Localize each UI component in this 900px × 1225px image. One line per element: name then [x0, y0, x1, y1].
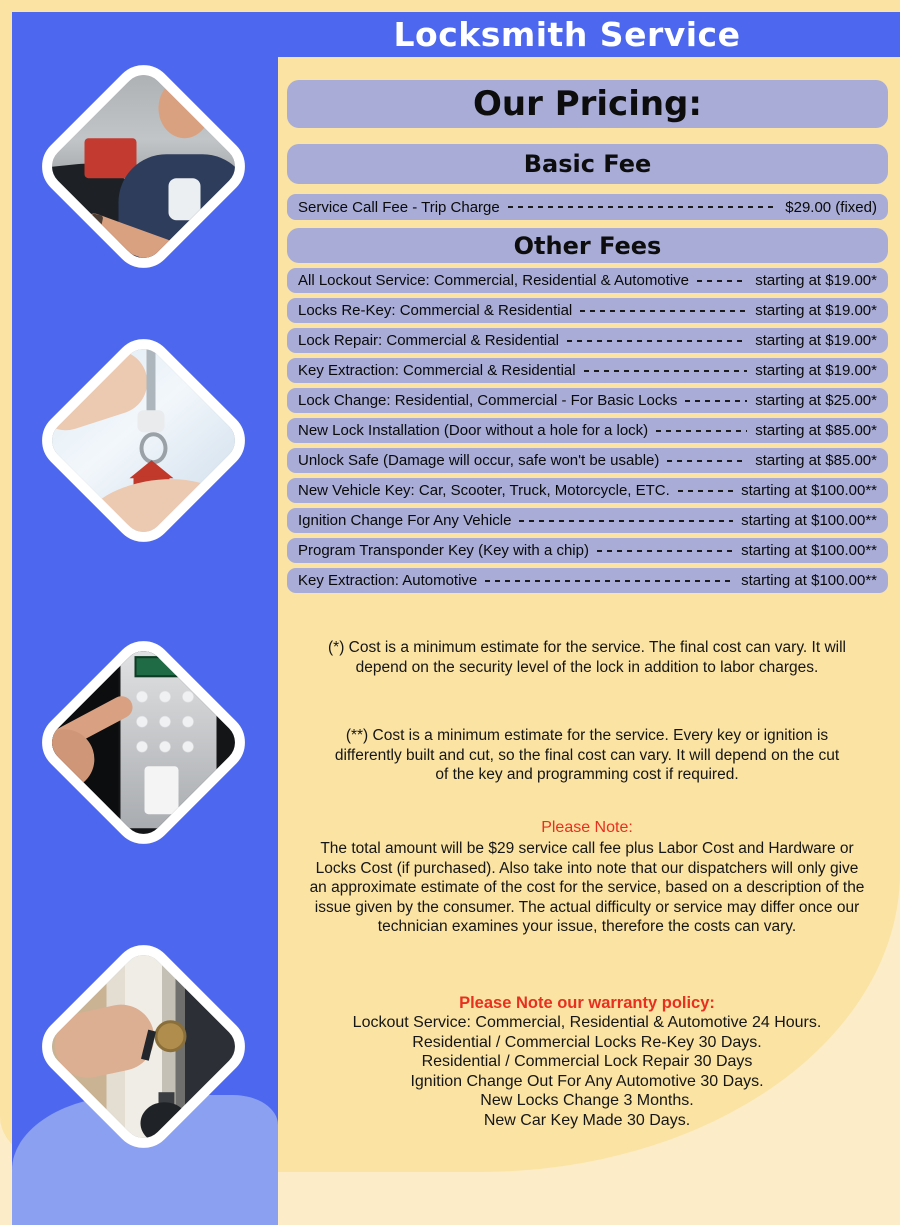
fee-row	[287, 358, 888, 383]
fee-label: Lock Repair: Commercial & Residential	[298, 332, 559, 349]
fee-label: Program Transponder Key (Key with a chip)	[298, 542, 589, 559]
fee-price: starting at $19.00*	[755, 302, 877, 319]
pricing-title: Our Pricing:	[472, 84, 702, 124]
fee-row	[287, 448, 888, 473]
fee-label: All Lockout Service: Commercial, Residential & Automotive	[298, 272, 689, 289]
fee-price: starting at $100.00**	[741, 482, 877, 499]
fee-label: Key Extraction: Automotive	[298, 572, 478, 589]
fee-row	[287, 418, 888, 443]
warranty-line: Ignition Change Out For Any Automotive 30 Days.	[410, 1072, 764, 1090]
dash-leader	[584, 370, 748, 372]
photo-house-key-handover	[30, 327, 258, 555]
fee-label: Unlock Safe (Damage will occur, safe won't be usable)	[298, 452, 660, 469]
sidebar	[12, 12, 278, 1225]
fee-price: starting at $19.00*	[755, 362, 877, 379]
fee-row	[287, 328, 888, 353]
fee-label: New Lock Installation (Door without a hole for a lock)	[298, 422, 649, 439]
warranty-line: Lockout Service: Commercial, Residential & Automotive 24 Hours.	[352, 1014, 822, 1031]
fee-label: Key Extraction: Commercial & Residential	[298, 362, 576, 379]
warranty-line: Residential / Commercial Lock Repair 30 Days	[421, 1053, 753, 1070]
footnote-double-asterisk-text: (**) Cost is a minimum estimate for the service. Every key or ignition is differently built and cut, so the final cost can vary. It will depend on the cut of the key and programming cost if required.	[334, 727, 840, 783]
warranty-line: New Locks Change 3 Months.	[480, 1092, 694, 1109]
dash-leader	[667, 460, 747, 462]
fee-row	[287, 508, 888, 533]
fee-price: starting at $19.00*	[755, 272, 877, 289]
warranty-line: Residential / Commercial Locks Re-Key 30 Days.	[412, 1033, 762, 1051]
fee-row	[287, 298, 888, 323]
dash-leader	[597, 550, 733, 552]
fee-label: Lock Change: Residential, Commercial - For Basic Locks	[298, 392, 678, 409]
dash-leader	[519, 520, 733, 522]
warranty-policy-title: Please Note our warranty policy:	[459, 994, 715, 1012]
photo-keypad-diamond	[30, 629, 258, 857]
fee-price: starting at $85.00*	[755, 422, 877, 439]
warranty-line: New Car Key Made 30 Days.	[483, 1111, 691, 1129]
fee-price: $29.00 (fixed)	[785, 198, 877, 216]
other-fees-header: Other Fees	[513, 231, 662, 260]
dash-leader	[508, 206, 778, 208]
dash-leader	[580, 310, 747, 312]
fee-price: starting at $25.00*	[755, 392, 877, 409]
dash-leader	[697, 280, 747, 282]
fee-price: starting at $100.00**	[741, 512, 877, 529]
please-note-title: Please Note:	[541, 819, 633, 836]
dash-leader	[567, 340, 747, 342]
basic-fee-header: Basic Fee	[523, 150, 652, 178]
page-title: Locksmith Service	[393, 15, 741, 54]
fee-row	[287, 388, 888, 413]
photo-technician-keys-diamond	[30, 53, 258, 281]
fee-price: starting at $19.00*	[755, 332, 877, 349]
other-fees-header-bar	[287, 228, 888, 263]
dash-leader	[685, 400, 747, 402]
fee-row	[287, 538, 888, 563]
photo-keypad	[30, 629, 258, 857]
warranty-policy-list	[297, 1013, 877, 1130]
pricing-title-bar	[287, 80, 888, 128]
dash-leader	[678, 490, 733, 492]
footnote-double-asterisk	[297, 726, 877, 785]
fee-row	[287, 194, 888, 220]
photo-house-key-handover-diamond	[30, 327, 258, 555]
dash-leader	[656, 430, 747, 432]
fee-row	[287, 568, 888, 593]
fee-row	[287, 478, 888, 503]
fee-price: starting at $100.00**	[741, 542, 877, 559]
photo-technician-keys	[30, 53, 258, 281]
fee-price: starting at $100.00**	[741, 572, 877, 589]
fee-label: Service Call Fee - Trip Charge	[298, 198, 500, 216]
basic-fee-header-bar	[287, 144, 888, 184]
footnote-asterisk	[297, 638, 877, 677]
fee-row	[287, 268, 888, 293]
fee-label: New Vehicle Key: Car, Scooter, Truck, Motorcycle, ETC.	[298, 482, 670, 499]
other-fees-list	[287, 268, 888, 593]
footnote-asterisk-text: (*) Cost is a minimum estimate for the service. The final cost can vary. It will depend on the security level of the lock in addition to labor charges.	[328, 639, 846, 676]
fee-label: Ignition Change For Any Vehicle	[298, 512, 512, 529]
fee-label: Locks Re-Key: Commercial & Residential	[298, 302, 573, 319]
please-note-body-text: The total amount will be $29 service call fee plus Labor Cost and Hardware or Locks Cost (if purchased). Also take into note that our dispatchers will only give an approximate estimate of the cost for the service, based on a description of the issue given by the consumer. The actual difficulty or service may differ once our technician examines your issue, therefore the costs can vary.	[309, 840, 865, 935]
fee-price: starting at $85.00*	[755, 452, 877, 469]
please-note-body	[297, 839, 877, 937]
dash-leader	[485, 580, 733, 582]
